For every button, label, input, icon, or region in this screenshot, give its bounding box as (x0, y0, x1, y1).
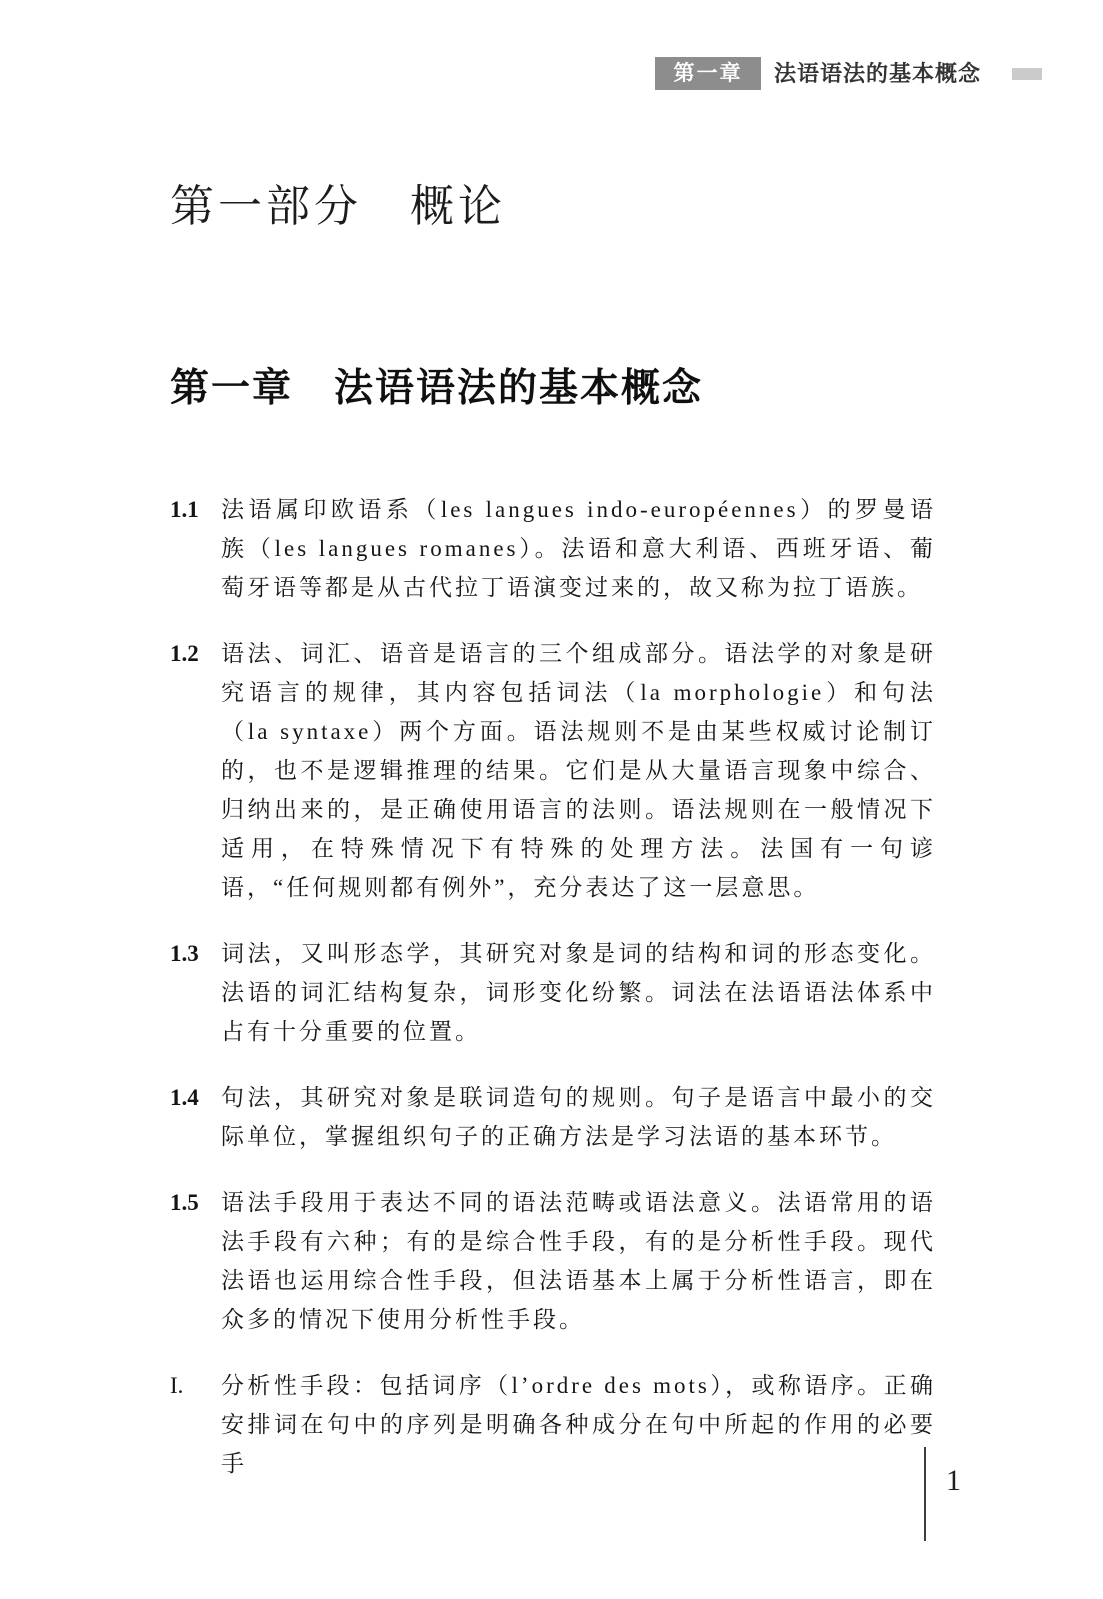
list-item-number: I. (170, 1373, 184, 1398)
header-chapter-tab: 第一章 (655, 57, 761, 90)
paragraph-text: 词法，又叫形态学，其研究对象是词的结构和词的形态变化。法语的词汇结构复杂，词形变化纷繁。词法在法语语法体系中占有十分重要的位置。 (221, 941, 936, 1044)
paragraph-text: 语法、词汇、语音是语言的三个组成部分。语法学的对象是研究语言的规律，其内容包括词法（la morphologie）和句法（la syntaxe）两个方面。语法规则不是由某些权威讨论制订的，也不是逻辑推理的结果。它们是从大量语言现象中综合、归纳出来的，是正确使用语言的法则。语法规则在一般情况下适用，在特殊情况下有特殊的处理方法。法国有一句谚语，“任何规则都有例外”，充分表达了这一层意思。 (221, 641, 936, 900)
list-item-text: 分析性手段：包括词序（l’ordre des mots），或称语序。正确安排词在句中的序列是明确各种成分在句中所起的作用的必要手 (221, 1373, 936, 1476)
paragraph-text: 句法，其研究对象是联词造句的规则。句子是语言中最小的交际单位，掌握组织句子的正确方法是学习法语的基本环节。 (221, 1085, 936, 1149)
paragraph-1-2 (170, 634, 936, 907)
running-header (0, 57, 1103, 91)
paragraph-text: 法语属印欧语系（les langues indo-européennes）的罗曼语族（les langues romanes）。法语和意大利语、西班牙语、葡萄牙语等都是从古代拉丁语演变过来的，故又称为拉丁语族。 (221, 497, 936, 600)
paragraph-number: 1.2 (170, 641, 199, 666)
paragraph-number: 1.1 (170, 497, 199, 522)
paragraph-number: 1.3 (170, 941, 199, 966)
chapter-heading: 第一章 法语语法的基本概念 (170, 367, 704, 410)
page-number: 1 (946, 1464, 961, 1497)
header-chapter-title: 法语语法的基本概念 (774, 61, 982, 86)
paragraph-1-1 (170, 490, 936, 607)
paragraph-1-5 (170, 1183, 936, 1339)
paragraph-1-3 (170, 934, 936, 1051)
footer-rule (924, 1447, 926, 1541)
paragraph-text: 语法手段用于表达不同的语法范畴或语法意义。法语常用的语法手段有六种；有的是综合性手段，有的是分析性手段。现代法语也运用综合性手段，但法语基本上属于分析性语言，即在众多的情况下使用分析性手段。 (221, 1190, 936, 1332)
body-text (170, 490, 936, 1510)
part-title: 第一部分 概论 (170, 182, 506, 231)
list-item-roman-1 (170, 1366, 936, 1483)
paragraph-1-4 (170, 1078, 936, 1156)
header-rule (1012, 68, 1042, 80)
paragraph-number: 1.5 (170, 1190, 199, 1215)
paragraph-number: 1.4 (170, 1085, 199, 1110)
